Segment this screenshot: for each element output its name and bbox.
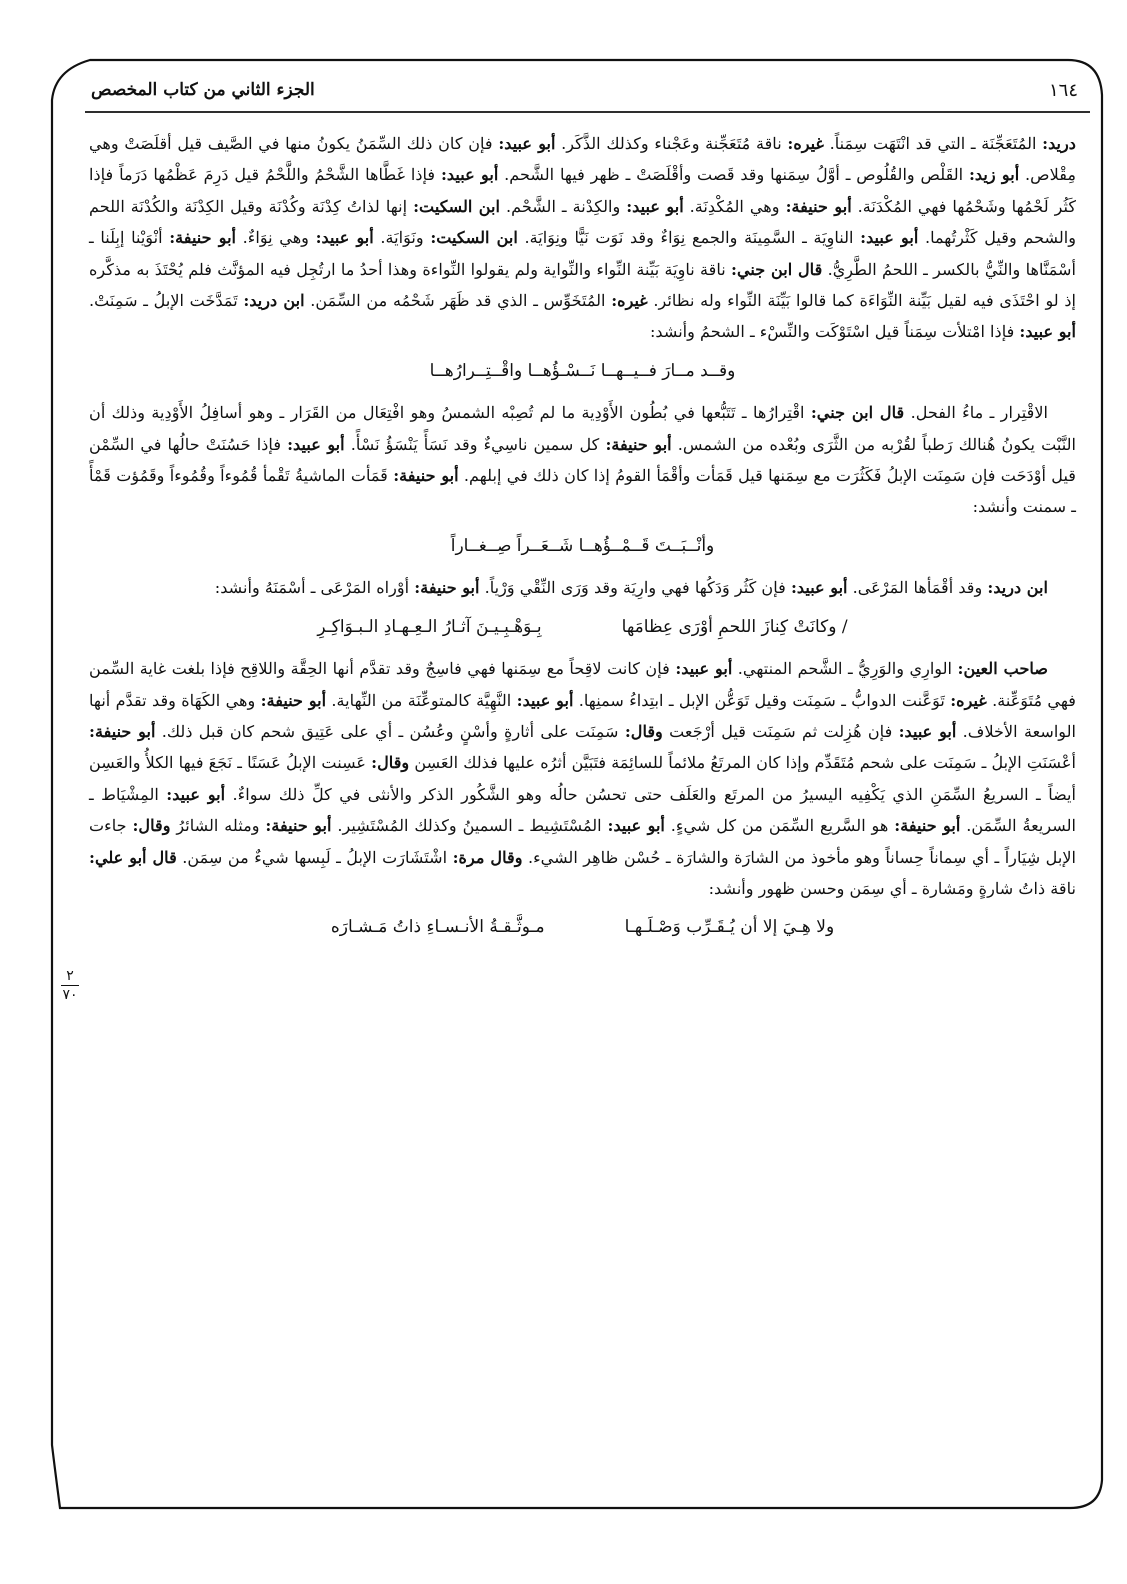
body-text: المُتَخَوِّس ـ الذي قد ظَهَر شَحْمُه من السِّمَن. bbox=[304, 291, 612, 311]
speaker-attribution: أبو حنيفة: bbox=[605, 434, 672, 454]
page-number: ١٦٤ bbox=[1048, 79, 1078, 101]
speaker-attribution: ابن السكيت: bbox=[413, 196, 500, 216]
body-text: الناوِيَة ـ السَّمِينَة والجمع نِوَاءٌ وقد نَوَت نَيًّا ونِوَايَة. bbox=[517, 228, 861, 248]
page-body bbox=[89, 128, 1076, 954]
speaker-attribution: دريد: bbox=[1042, 134, 1076, 153]
verse-hemistich-left: مـوثَّـقـةُ الأنـسـاءِ ذاتُ مَـشـارَه bbox=[330, 917, 545, 938]
body-text: النَّهِيَّة كالمتوعِّنَة من النِّهاية. bbox=[326, 690, 517, 710]
body-text: ناقة مُتَعَجِّنة وعَجْناء وكذلك الذَّكَر. bbox=[555, 134, 788, 153]
body-text: تَوَعَّنت الدوابُّ ـ سَمِنَت وقيل تَوَعُّن الإبل ـ ابتِداءُ سمنِها. bbox=[573, 690, 951, 710]
speaker-attribution: أبو عبيد: bbox=[440, 165, 499, 185]
speaker-attribution: أبو عبيد: bbox=[166, 784, 226, 804]
body-text: فإذا غَطَّاها الشَّحْمُ واللَّحْمُ قيل دَرِمَ عَظْمُها دَرَماً فإذا كَثُر لَحْمُها وشَحْمُها فهي المُكْدَنَة. bbox=[89, 165, 1076, 216]
paragraph-3 bbox=[89, 572, 1076, 603]
page-header bbox=[91, 72, 1078, 108]
verse-line-2: وأنْــبَــتَ قَــمْــؤُهــا شَــعَــراً صِــغــاراً bbox=[450, 535, 715, 556]
speaker-attribution: أبو حنيفة: bbox=[414, 578, 480, 598]
speaker-attribution: أبو حنيفة: bbox=[265, 816, 332, 836]
marginal-note bbox=[61, 968, 79, 1003]
marginal-note-divider bbox=[61, 985, 79, 986]
body-text: اشْتَشَارَت الإبلُ ـ لَبِسها شيءٌ من سِمَن. bbox=[176, 847, 453, 867]
body-text: سَمِنَت على أثارةٍ وأسْنٍ وعُسُن ـ أي على عَتِيق شحم كان قبل ذلك. bbox=[155, 721, 625, 741]
verse-hemistich-right: / وكانَتْ كِنازَ اللحمِ أوْرَى عِظامَها bbox=[621, 616, 848, 637]
book-page bbox=[55, 58, 1102, 1508]
verse-hemistich-right: ولا هِـيَ إلا أن يُـقَـرِّب وَصْـلَـهـا bbox=[624, 917, 835, 938]
body-text: القَلْص والقُلُوص ـ أوَّلُ سِمَنها وقد قَصت وأقْلَصَتْ ـ ظهر فيها الشَّحم. bbox=[498, 165, 969, 185]
speaker-attribution: أبو عبيد: bbox=[790, 578, 848, 598]
speaker-attribution: أبو عبيد: bbox=[626, 196, 684, 216]
speaker-attribution: ابن دريد: bbox=[243, 291, 305, 311]
speaker-attribution: غيره: bbox=[787, 134, 824, 153]
body-text: فإذا امْتلأت سِمَناً قيل اسْتَوْكَت والنِّسْء ـ الشحمُ وأنشد: bbox=[649, 322, 1020, 342]
body-text: جاءت الإبل شِيَاراً ـ أي سِماناً حِساناً وهو مأخوذ من الشارَة والشارَة ـ حُسْن ظاهِر الشيء. bbox=[89, 816, 1076, 867]
speaker-attribution: أبو عبيد: bbox=[1019, 322, 1076, 342]
speaker-attribution: أبو حنيفة: bbox=[169, 228, 237, 248]
speaker-attribution: صاحب العين: bbox=[957, 659, 1048, 679]
speaker-attribution: وقال: bbox=[132, 816, 171, 836]
speaker-attribution: وقال مرة: bbox=[452, 847, 523, 867]
speaker-attribution: قال ابن جني: bbox=[810, 403, 905, 423]
speaker-attribution: أبو حنيفة: bbox=[393, 466, 459, 486]
body-text: اقْتِرارُها ـ تَتَبُّعها في بُطُون الأَوْدِية ما لم تُصِبْه الشمسُ وهو افْتِعَال من القَرَار ـ وهو أسافِلُ الأَوْدِية وذلك أن النَّبْت يكونُ هُنالك رَطباً لقُرْبه من الثَّرَى وبُعْده من الشمس. bbox=[89, 403, 1076, 454]
speaker-attribution: غيره: bbox=[950, 690, 987, 710]
body-text: فإن كان ذلك السِّمَنُ يكونُ منها في الصَّيف قيل أقلَصَتْ وهي مِقْلاص. bbox=[89, 134, 1076, 185]
body-text: أعْسَنَتِ الإبلُ ـ سَمِنَت على شحم مُتَقَدِّم وإذا كان المرتَعُ ملائماً للسائِمَة فتَبَيَّن أثرُه عليها فذلك العَسِن bbox=[409, 753, 1076, 773]
paragraph-1 bbox=[89, 128, 1076, 348]
body-text: المُتَعَجِّنَة ـ التي قد انْتَهَت سِمَناً. bbox=[823, 134, 1043, 153]
body-text: المُسْتَشِيط ـ السمينُ وكذلك المُسْتَشِير. bbox=[331, 816, 608, 836]
speaker-attribution: وقال: bbox=[371, 753, 410, 773]
speaker-attribution: أبو حنيفة: bbox=[260, 690, 327, 710]
speaker-attribution: قال ابن جني: bbox=[731, 259, 823, 279]
body-text: إنها لذاتُ كِدْنَة وكُدْنَة وقيل الكِدْنَة والكُدْنَة اللحم والشحم وقيل كَثْرتُهما. bbox=[89, 196, 1076, 248]
body-text: كل سمين ناسِيءٌ وقد نَسَأً يَنْسَؤُ نَسْأً. bbox=[344, 434, 606, 454]
body-text: ومثله الشائرُ bbox=[170, 816, 266, 836]
body-text: والكِدْنة ـ الشَّحْم. bbox=[500, 196, 627, 216]
speaker-attribution: أبو عبيد: bbox=[898, 721, 957, 741]
verse-couplet-2 bbox=[89, 912, 1076, 943]
body-text: المِشْيَاط ـ السريعةُ السِّمَن. bbox=[89, 784, 1076, 836]
verse-line-1: وقــد مــارَ فــيــهــا نَــسْـؤُهــا واقْــتِــرارُهــا bbox=[429, 360, 736, 381]
body-text: قَمَأت الماشيةُ تَقْمأ قُمُوءاً وقُمُوءاً وقَمُؤت قَمْأً ـ سمنت وأنشد: bbox=[89, 466, 1076, 517]
body-text: فإن هُزِلت ثم سَمِنَت قيل أرْجَعت bbox=[662, 721, 899, 741]
body-text: وهي نِوَاءٌ. bbox=[236, 228, 316, 248]
body-text: ونَوَايَة. bbox=[373, 228, 431, 248]
speaker-attribution: أبو حنيفة: bbox=[89, 721, 156, 741]
speaker-attribution: أبو زيد: bbox=[968, 165, 1020, 185]
speaker-attribution: قال أبو علي: bbox=[89, 847, 177, 867]
body-text: هو السَّريع السِّمَن من كل شيءٍ. bbox=[664, 816, 895, 836]
body-text: وهي المُكْدِنَة. bbox=[683, 196, 786, 216]
body-text: ناقة ناوِيَة بَيِّنة النِّواء والنِّواية ولم يقولوا النِّواءة وهذا أحدُ ما ارتُجِل فيه المؤنَّث فلم يُحْتَذَ به مذكَّره إذ لو احْتَذَى فيه لقيل بَيِّنة النِّوَاءَة كما قالوا بَيِّنَة النِّواء وله نظائر. bbox=[89, 259, 1076, 311]
body-text: الوارِي والوَرِيُّ ـ الشَّحم المنتهي. bbox=[732, 659, 958, 679]
speaker-attribution: أبو عبيد: bbox=[287, 434, 345, 454]
body-text: وهي الكَهَاة وقد تقدَّم أنها الواسعة الأخلاف. bbox=[89, 690, 1076, 741]
speaker-attribution: ابن السكيت: bbox=[430, 228, 518, 248]
body-text: تَمَدَّخَت الإبلُ ـ سَمِنَتْ. bbox=[89, 291, 244, 311]
speaker-attribution: أبو عبيد: bbox=[516, 690, 574, 710]
body-text: عَسِنت الإبلُ عَسَنًا ـ نَجَعَ فيها الكلأُ والعَسِن أيضاً ـ السريعُ السِّمَنِ الذي يَكْفِيه اليسيرُ من المرتَع والعَلَف حتى تحسُن حالُه وهو الشَّكُور الذكر والأنثى في كلِّ ذلك سواءٌ. bbox=[89, 753, 1077, 804]
body-text: فإذا حَسُنَتْ حالُها في السِّمْن قيل أوْدَحَت فإن سَمِنَت الإبلُ فَكَثُرَت مع سِمَنها قيل قَمَأت وأقْمَأ القومُ إذا كان ذلك في إبلهم. bbox=[89, 434, 1076, 486]
verse-hemistich-left: بِـوَهْـبِـيـنَ آثـارُ الـعِـهـادِ الـبـوَاكِـرِ bbox=[317, 616, 542, 637]
body-text: ناقة ذاتُ شارةٍ ومَشارة ـ أي سِمَن وحسن ظهور وأنشد: bbox=[708, 878, 1076, 898]
speaker-attribution: غيره: bbox=[611, 291, 648, 311]
body-text: أنْوَيْنا إبِلَنا ـ أسْمَنَّاها والنِّيُّ بالكسر ـ اللحمُ الطَّرِيُّ. bbox=[89, 228, 1076, 279]
body-text: أوْراه المَرْعَى ـ أسْمَنَهُ وأنشد: bbox=[214, 578, 415, 598]
speaker-attribution: أبو عبيد: bbox=[498, 134, 556, 153]
speaker-attribution: ابن دريد: bbox=[987, 578, 1048, 598]
verse-couplet-1 bbox=[89, 612, 1076, 643]
speaker-attribution: أبو عبيد: bbox=[675, 659, 733, 679]
marginal-note-bottom: ٧٠ bbox=[62, 987, 78, 1003]
speaker-attribution: أبو عبيد: bbox=[607, 816, 665, 836]
paragraph-2 bbox=[89, 397, 1076, 523]
marginal-note-top: ٢ bbox=[66, 968, 74, 984]
body-text: فإن كانت لاقِحاً مع سِمَنها فهي فاسِجٌ وقد تقدَّم أنها الحِقَّة واللاقِح فإذا بلغت غاية السِّمن فهي مُتَوَعِّنة. bbox=[89, 659, 1076, 710]
body-text: وقد أقْمَأها المَرْعَى. bbox=[847, 578, 988, 598]
speaker-attribution: وقال: bbox=[624, 721, 663, 741]
book-title: الجزء الثاني من كتاب المخصص bbox=[91, 80, 315, 100]
body-text: الاقْتِرار ـ ماءُ الفحل. bbox=[904, 403, 1048, 423]
speaker-attribution: أبو حنيفة: bbox=[894, 816, 961, 836]
speaker-attribution: أبو عبيد: bbox=[315, 228, 374, 248]
speaker-attribution: أبو عبيد: bbox=[860, 228, 919, 248]
speaker-attribution: أبو حنيفة: bbox=[785, 196, 852, 216]
paragraph-4 bbox=[89, 653, 1076, 904]
body-text: فإن كَثُر وَدَكُها فهي وارِيَة وقد وَرَى النِّقْي وَرْياً. bbox=[479, 578, 791, 598]
